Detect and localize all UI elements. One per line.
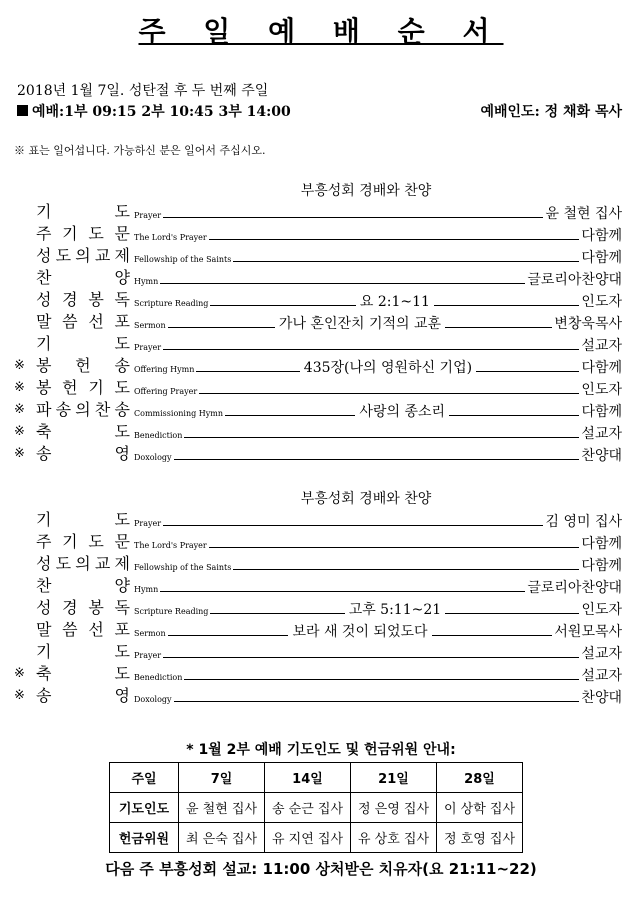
order-item-name-char: 기 <box>88 378 104 397</box>
leader-line <box>210 613 344 614</box>
order-item-name-char: 독 <box>114 290 130 309</box>
order-item-name <box>36 334 130 354</box>
order-item-detail: 보라 새 것이 되었도다 <box>292 624 428 640</box>
order-item-name <box>36 598 130 618</box>
row-header-cell: 기도인도 <box>110 793 179 823</box>
leader-line <box>163 657 579 658</box>
order-item <box>0 224 642 246</box>
leader-line <box>174 459 580 460</box>
order-section-1 <box>0 180 642 466</box>
order-item-line <box>134 269 622 289</box>
table-cell: 최 은숙 집사 <box>179 823 265 853</box>
order-item <box>0 598 642 620</box>
order-item-line <box>134 291 622 311</box>
standing-mark: ※ <box>14 424 25 439</box>
order-item-person: 찬양대 <box>581 690 622 706</box>
order-item-person: 글로리아찬양대 <box>527 272 622 288</box>
order-item-name <box>36 356 130 376</box>
order-item-name-char: 송 <box>114 356 130 375</box>
order-item-name-char: 헌 <box>75 356 91 375</box>
order-item <box>0 356 642 378</box>
order-item-name-char: 파 <box>36 400 52 419</box>
order-item-person: 다함께 <box>581 360 623 376</box>
order-item-name-char: 말 <box>36 620 52 639</box>
order-item-name-char: 도 <box>114 378 130 397</box>
standing-mark: ※ <box>14 358 25 373</box>
order-item-name <box>36 642 130 662</box>
leader-line <box>184 437 579 438</box>
order-item-name-char: 도 <box>55 554 72 573</box>
order-item-english: Scripture Reading <box>134 299 209 308</box>
order-item-line <box>134 621 622 641</box>
order-item-english: Fellowship of the Saints <box>134 255 232 264</box>
order-item-english: Benediction <box>134 431 183 440</box>
order-item-person: 설교자 <box>581 646 622 662</box>
table-cell: 송 순근 집사 <box>265 793 351 823</box>
order-item-person: 다함께 <box>581 250 622 266</box>
order-item-name <box>36 312 130 332</box>
order-item-line <box>134 423 622 443</box>
leader-line <box>163 525 543 526</box>
order-item-person: 글로리아찬양대 <box>527 580 622 596</box>
leader-line <box>225 415 355 416</box>
leader-line <box>160 283 525 284</box>
page-title: 주 일 예 배 순 서 <box>138 15 504 48</box>
order-item <box>0 422 642 444</box>
leader-line <box>476 371 579 372</box>
order-item-person: 다함께 <box>581 558 622 574</box>
order-item-line <box>134 203 622 223</box>
order-item-name <box>36 576 130 596</box>
date-line: 2018년 1월 7일. 성탄절 후 두 번째 주일 <box>17 83 269 99</box>
order-item-english: Hymn <box>134 277 159 286</box>
order-item-name-char: 선 <box>88 620 104 639</box>
order-item-name-char: 송 <box>36 444 52 463</box>
leader-line <box>160 591 525 592</box>
order-item-name-char: 의 <box>75 554 91 573</box>
order-item-detail: 요 2:1~11 <box>359 294 430 310</box>
order-item-name-char: 선 <box>88 312 104 331</box>
order-item-name-char: 독 <box>114 598 130 617</box>
leader-line <box>168 327 275 328</box>
order-item-name <box>36 422 130 442</box>
order-item-line <box>134 379 622 399</box>
order-item-name-char: 축 <box>36 422 52 441</box>
order-item-name-char: 찬 <box>36 576 52 595</box>
order-item-name-char: 기 <box>36 642 52 661</box>
table-cell: 유 상호 집사 <box>351 823 437 853</box>
order-item-person: 다함께 <box>581 536 622 552</box>
order-item-name-char: 포 <box>114 620 130 639</box>
leader-line <box>434 305 579 306</box>
leader-line <box>445 327 552 328</box>
order-item <box>0 202 642 224</box>
order-item-person: 변창욱목사 <box>554 316 622 332</box>
worship-leader: 예배인도: 정 채화 목사 <box>480 104 622 120</box>
order-item-name-char: 송 <box>55 400 72 419</box>
order-item-english: Prayer <box>134 651 162 660</box>
order-item-name-char: 도 <box>114 510 130 529</box>
order-item-english: Doxology <box>134 695 172 704</box>
order-item <box>0 686 642 708</box>
order-item-name-char: 기 <box>62 532 78 551</box>
order-item-line <box>134 533 622 553</box>
order-item-name <box>36 378 130 398</box>
table-cell: 정 은영 집사 <box>351 793 437 823</box>
leader-line <box>432 635 553 636</box>
order-item-person: 설교자 <box>581 668 622 684</box>
order-item-name <box>36 532 130 552</box>
table-cell: 유 지연 집사 <box>265 823 351 853</box>
order-item-name-char: 의 <box>75 246 91 265</box>
order-item-name-char: 문 <box>114 532 130 551</box>
table-header-row <box>110 763 523 793</box>
next-week-notice: 다음 주 부흥성회 설교: 11:00 상처받은 치유자(요 21:11~22) <box>105 860 537 878</box>
table-row <box>110 823 523 853</box>
order-item-name <box>36 664 130 684</box>
order-item-person: 설교자 <box>581 426 622 442</box>
order-item-line <box>134 357 622 377</box>
order-item <box>0 334 642 356</box>
order-item-name <box>36 202 130 222</box>
table-cell: 이 상학 집사 <box>437 793 523 823</box>
order-item-name-char: 송 <box>114 400 130 419</box>
order-item-english: Sermon <box>134 629 166 638</box>
order-item <box>0 312 642 334</box>
order-section-2 <box>0 488 642 708</box>
order-item-line <box>134 577 622 597</box>
leader-line <box>184 679 579 680</box>
standing-mark: ※ <box>14 666 25 681</box>
order-item-name-char: 봉 <box>88 598 104 617</box>
order-item-person: 설교자 <box>581 338 622 354</box>
order-item-name-char: 교 <box>94 554 111 573</box>
order-item-name-char: 기 <box>36 202 52 221</box>
order-item-english: Sermon <box>134 321 166 330</box>
order-item-name-char: 축 <box>36 664 52 683</box>
order-item-detail: 고후 5:11~21 <box>348 602 442 618</box>
order-item-person: 김 영미 집사 <box>545 514 622 530</box>
order-item-name-char: 영 <box>114 444 130 463</box>
order-item-person: 다함께 <box>581 228 622 244</box>
order-item-detail: 사랑의 종소리 <box>359 404 446 420</box>
schedule-title: * 1월 2부 예배 기도인도 및 헌금위원 안내: <box>186 742 456 758</box>
order-item-detail: 가나 혼인잔치 기적의 교훈 <box>278 316 442 332</box>
table-header-cell: 주일 <box>110 763 179 793</box>
order-item-name-char: 도 <box>88 224 104 243</box>
order-item-name-char: 송 <box>36 686 52 705</box>
order-item <box>0 246 642 268</box>
order-item-english: Commissioning Hymn <box>134 409 224 418</box>
standing-note: ※ 표는 일어섭니다. 가능하신 분은 일어서 주십시오. <box>14 144 266 157</box>
order-item-name-char: 헌 <box>62 378 78 397</box>
order-item <box>0 642 642 664</box>
leader-line <box>233 569 579 570</box>
leader-line <box>196 371 299 372</box>
order-item-name-char: 씀 <box>62 312 78 331</box>
section-title: 부흥성회 경배와 찬양 <box>300 183 432 199</box>
service-times <box>17 101 291 121</box>
order-item-line <box>134 247 622 267</box>
order-item-name-char: 도 <box>114 202 130 221</box>
leader-line <box>445 613 579 614</box>
leader-line <box>163 349 579 350</box>
table-header-cell: 28일 <box>437 763 523 793</box>
order-item-name-char: 도 <box>88 532 104 551</box>
order-item-name-char: 성 <box>36 554 52 573</box>
leader-line <box>168 635 289 636</box>
order-item-english: Offering Prayer <box>134 387 198 396</box>
order-item <box>0 268 642 290</box>
order-item-name <box>36 620 130 640</box>
order-item-name-char: 주 <box>36 224 52 243</box>
order-item-name <box>36 246 130 266</box>
order-item-name-char: 도 <box>55 246 72 265</box>
order-item-name <box>36 686 130 706</box>
order-item-name-char: 성 <box>36 290 52 309</box>
order-item-name-char: 성 <box>36 598 52 617</box>
order-item-detail: 435장(나의 영원하신 기업) <box>303 360 473 376</box>
order-item-name-char: 봉 <box>36 378 52 397</box>
order-item-person: 다함께 <box>581 404 623 420</box>
order-item <box>0 532 642 554</box>
order-item <box>0 554 642 576</box>
order-item-name-char: 봉 <box>88 290 104 309</box>
order-item-person: 인도자 <box>581 382 622 398</box>
table-row <box>110 793 523 823</box>
order-item-name-char: 포 <box>114 312 130 331</box>
order-item-name <box>36 268 130 288</box>
order-item-name-char: 경 <box>62 598 78 617</box>
table-cell: 정 호영 집사 <box>437 823 523 853</box>
order-item-name-char: 문 <box>114 224 130 243</box>
order-item <box>0 400 642 422</box>
leader-line <box>163 217 543 218</box>
order-item-english: The Lord's Prayer <box>134 233 207 242</box>
order-item-name-char: 경 <box>62 290 78 309</box>
order-item-name-char: 도 <box>114 422 130 441</box>
leader-line <box>449 415 579 416</box>
order-item-name-char: 교 <box>94 246 111 265</box>
row-header-cell: 헌금위원 <box>110 823 179 853</box>
schedule-table <box>109 762 523 853</box>
order-item-name-char: 주 <box>36 532 52 551</box>
order-item <box>0 620 642 642</box>
section-title: 부흥성회 경배와 찬양 <box>300 491 432 507</box>
order-item-english: Prayer <box>134 519 162 528</box>
order-item-name-char: 양 <box>114 268 130 287</box>
order-item-name-char: 제 <box>114 246 130 265</box>
order-item <box>0 378 642 400</box>
order-item-name-char: 도 <box>114 642 130 661</box>
leader-line <box>210 305 355 306</box>
order-item-english: Offering Hymn <box>134 365 195 374</box>
order-item-line <box>134 665 622 685</box>
standing-mark: ※ <box>14 446 25 461</box>
standing-mark: ※ <box>14 402 25 417</box>
leader-line <box>209 239 580 240</box>
order-item-line <box>134 401 622 421</box>
order-item-line <box>134 511 622 531</box>
order-item-line <box>134 687 622 707</box>
order-item-name <box>36 444 130 464</box>
order-item-name-char: 영 <box>114 686 130 705</box>
order-item-line <box>134 555 622 575</box>
order-item <box>0 576 642 598</box>
order-item-name-char: 의 <box>75 400 91 419</box>
table-header-cell: 14일 <box>265 763 351 793</box>
order-item-english: Fellowship of the Saints <box>134 563 232 572</box>
order-item-name-char: 성 <box>36 246 52 265</box>
order-item-english: Prayer <box>134 343 162 352</box>
order-item-person: 윤 철현 집사 <box>545 206 622 222</box>
order-item-english: Doxology <box>134 453 172 462</box>
order-item-person: 인도자 <box>581 602 623 618</box>
order-item-name-char: 제 <box>114 554 130 573</box>
standing-mark: ※ <box>14 380 25 395</box>
order-item-line <box>134 599 622 619</box>
order-item-person: 찬양대 <box>581 448 622 464</box>
order-item-line <box>134 313 622 333</box>
order-item-name-char: 찬 <box>36 268 52 287</box>
table-header-cell: 7일 <box>179 763 265 793</box>
order-item-english: Scripture Reading <box>134 607 209 616</box>
order-item-person: 서원모목사 <box>554 624 623 640</box>
order-item-name-char: 봉 <box>36 356 52 375</box>
leader-line <box>209 547 580 548</box>
order-item-name-char: 도 <box>114 664 130 683</box>
order-item-name <box>36 290 130 310</box>
order-item-name <box>36 224 130 244</box>
table-cell: 윤 철현 집사 <box>179 793 265 823</box>
order-item <box>0 290 642 312</box>
order-item-english: The Lord's Prayer <box>134 541 207 550</box>
order-item-name-char: 양 <box>114 576 130 595</box>
order-item-name-char: 말 <box>36 312 52 331</box>
service-times-text: 예배:1부 09:15 2부 10:45 3부 14:00 <box>32 104 291 120</box>
order-item-line <box>134 225 622 245</box>
square-bullet-icon <box>17 105 28 116</box>
order-item-name <box>36 554 130 574</box>
order-item-name <box>36 510 130 530</box>
order-item <box>0 510 642 532</box>
order-item-line <box>134 643 622 663</box>
order-item-english: Benediction <box>134 673 183 682</box>
order-item-english: Hymn <box>134 585 159 594</box>
order-item-name-char: 도 <box>114 334 130 353</box>
order-item-name <box>36 400 130 420</box>
order-item-person: 인도자 <box>581 294 622 310</box>
order-item-line <box>134 445 622 465</box>
table-header-cell: 21일 <box>351 763 437 793</box>
leader-line <box>199 393 579 394</box>
order-item <box>0 664 642 686</box>
standing-mark: ※ <box>14 688 25 703</box>
order-item-name-char: 기 <box>36 334 52 353</box>
order-item-name-char: 찬 <box>94 400 111 419</box>
order-item-name-char: 씀 <box>62 620 78 639</box>
order-item <box>0 444 642 466</box>
order-item-line <box>134 335 622 355</box>
order-item-name-char: 기 <box>36 510 52 529</box>
leader-line <box>174 701 580 702</box>
order-item-name-char: 기 <box>62 224 78 243</box>
leader-line <box>233 261 579 262</box>
order-item-english: Prayer <box>134 211 162 220</box>
